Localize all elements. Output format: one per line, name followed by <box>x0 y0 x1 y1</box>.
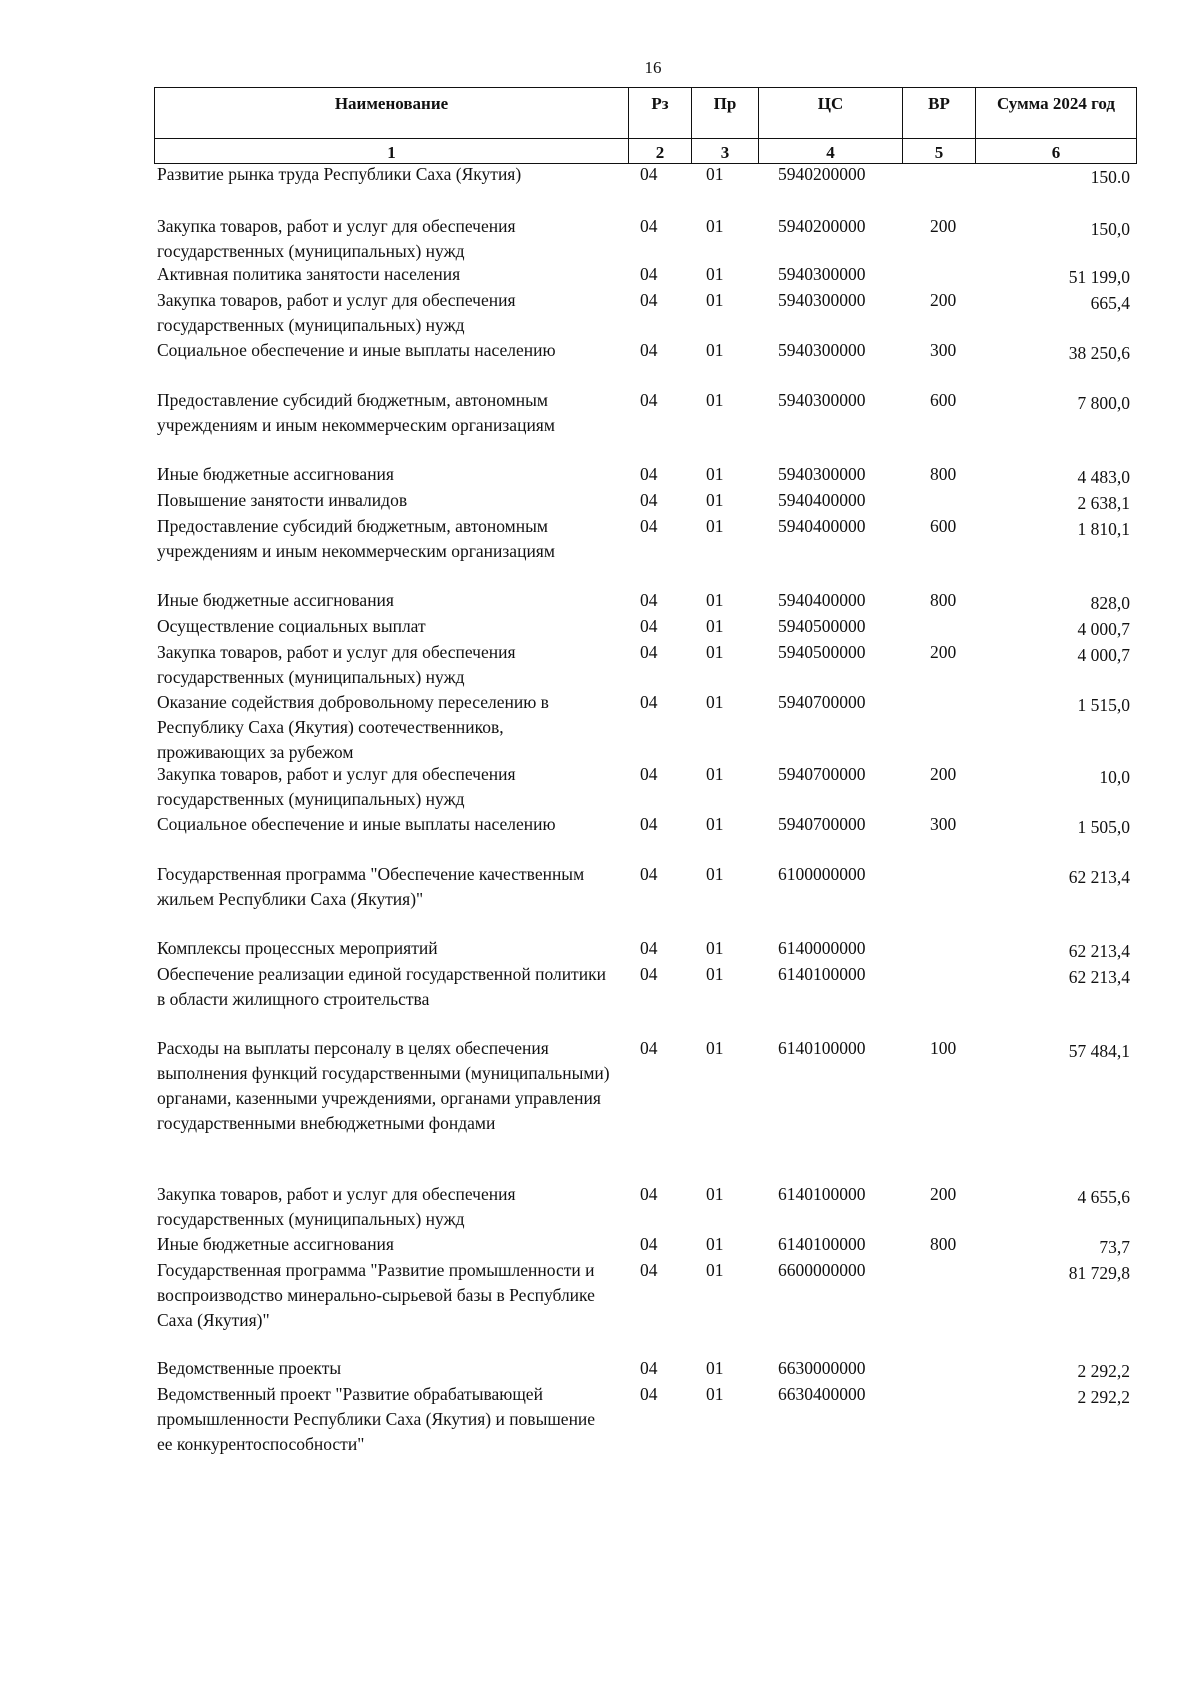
table-row <box>0 1232 1200 1258</box>
row-name: Предоставление субсидий бюджетным, автономным учреждениям и иным некоммерческим организациям <box>157 390 555 435</box>
col-header-vr: ВР <box>903 88 976 139</box>
row-name: Ведомственные проекты <box>157 1358 342 1378</box>
row-rz: 04 <box>640 164 658 184</box>
table-row <box>0 488 1200 514</box>
row-cs: 5940700000 <box>778 692 866 712</box>
row-pr: 01 <box>706 290 724 310</box>
row-rz: 04 <box>640 764 658 784</box>
row-name: Осуществление социальных выплат <box>157 616 426 636</box>
table-row <box>0 862 1200 936</box>
row-rz: 04 <box>640 864 658 884</box>
row-name: Комплексы процессных мероприятий <box>157 938 438 958</box>
row-sum: 57 484,1 <box>1068 1041 1130 1061</box>
col-header-cs: ЦС <box>759 88 903 139</box>
row-pr: 01 <box>706 864 724 884</box>
table-row <box>0 214 1200 262</box>
table-row <box>0 588 1200 614</box>
col-number-5: 5 <box>903 139 976 164</box>
row-sum: 51 199,0 <box>1068 267 1130 287</box>
col-header-pr: Пр <box>692 88 759 139</box>
row-vr: 800 <box>930 1234 957 1254</box>
row-pr: 01 <box>706 264 724 284</box>
row-vr: 200 <box>930 642 957 662</box>
table-row <box>0 690 1200 762</box>
row-rz: 04 <box>640 390 658 410</box>
row-sum: 62 213,4 <box>1068 967 1130 987</box>
row-pr: 01 <box>706 216 724 236</box>
row-cs: 6140100000 <box>778 1184 866 1204</box>
row-sum: 4 655,6 <box>1077 1187 1130 1207</box>
row-pr: 01 <box>706 1184 724 1204</box>
row-sum: 150,0 <box>1090 219 1130 239</box>
row-rz: 04 <box>640 692 658 712</box>
row-pr: 01 <box>706 590 724 610</box>
table-row <box>0 514 1200 588</box>
row-cs: 6140000000 <box>778 938 866 958</box>
row-name: Социальное обеспечение и иные выплаты населению <box>157 340 556 360</box>
table-row <box>0 1036 1200 1182</box>
row-sum: 7 800,0 <box>1077 393 1130 413</box>
row-sum: 62 213,4 <box>1068 941 1130 961</box>
row-rz: 04 <box>640 1260 658 1280</box>
row-name: Предоставление субсидий бюджетным, автономным учреждениям и иным некоммерческим организациям <box>157 516 555 561</box>
row-sum: 38 250,6 <box>1068 343 1130 363</box>
row-cs: 5940200000 <box>778 164 866 184</box>
row-sum: 62 213,4 <box>1068 867 1130 887</box>
row-pr: 01 <box>706 164 724 184</box>
row-name: Расходы на выплаты персоналу в целях обеспечения выполнения функций государственными (муниципальными) органами, казенными учреждениями, органами управления государственными внебюджетными фондами <box>157 1038 610 1133</box>
row-name: Закупка товаров, работ и услуг для обеспечения государственных (муниципальных) нужд <box>157 1184 516 1229</box>
row-rz: 04 <box>640 964 658 984</box>
row-cs: 5940300000 <box>778 390 866 410</box>
row-rz: 04 <box>640 464 658 484</box>
row-sum: 665,4 <box>1090 293 1130 313</box>
table-header <box>154 87 1137 164</box>
table-row <box>0 462 1200 488</box>
table-row <box>0 388 1200 462</box>
row-name: Государственная программа "Развитие промышленности и воспроизводство минерально-сырьевой базы в Республике Саха (Якутия)" <box>157 1260 595 1330</box>
table-row <box>0 962 1200 1036</box>
row-pr: 01 <box>706 490 724 510</box>
row-vr: 800 <box>930 464 957 484</box>
row-pr: 01 <box>706 1234 724 1254</box>
row-sum: 4 000,7 <box>1077 619 1130 639</box>
row-name: Закупка товаров, работ и услуг для обеспечения государственных (муниципальных) нужд <box>157 764 516 809</box>
row-cs: 5940300000 <box>778 290 866 310</box>
row-rz: 04 <box>640 290 658 310</box>
row-rz: 04 <box>640 1038 658 1058</box>
row-vr: 200 <box>930 216 957 236</box>
row-rz: 04 <box>640 1384 658 1404</box>
col-number-6: 6 <box>976 139 1137 164</box>
row-pr: 01 <box>706 340 724 360</box>
row-vr: 800 <box>930 590 957 610</box>
row-name: Развитие рынка труда Республики Саха (Якутия) <box>157 164 522 184</box>
row-name: Иные бюджетные ассигнования <box>157 464 394 484</box>
row-vr: 200 <box>930 1184 957 1204</box>
row-sum: 1 515,0 <box>1077 695 1130 715</box>
row-sum: 2 292,2 <box>1077 1361 1130 1381</box>
col-number-4: 4 <box>759 139 903 164</box>
row-sum: 4 483,0 <box>1077 467 1130 487</box>
table-row <box>0 1382 1200 1456</box>
row-pr: 01 <box>706 1358 724 1378</box>
row-sum: 10,0 <box>1099 767 1130 787</box>
col-header-sum: Сумма 2024 год <box>976 88 1137 139</box>
row-cs: 5940500000 <box>778 642 866 662</box>
row-name: Иные бюджетные ассигнования <box>157 1234 394 1254</box>
row-rz: 04 <box>640 590 658 610</box>
row-rz: 04 <box>640 264 658 284</box>
row-rz: 04 <box>640 616 658 636</box>
row-vr: 600 <box>930 516 957 536</box>
row-sum: 2 638,1 <box>1077 493 1130 513</box>
row-sum: 1 505,0 <box>1077 817 1130 837</box>
row-cs: 5940500000 <box>778 616 866 636</box>
row-rz: 04 <box>640 490 658 510</box>
row-rz: 04 <box>640 1184 658 1204</box>
row-cs: 5940400000 <box>778 516 866 536</box>
row-name: Ведомственный проект "Развитие обрабатывающей промышленности Республики Саха (Якутия) и повышение ее конкурентоспособности" <box>157 1384 596 1454</box>
row-cs: 6600000000 <box>778 1260 866 1280</box>
row-cs: 5940300000 <box>778 464 866 484</box>
row-cs: 5940300000 <box>778 340 866 360</box>
table-row <box>0 288 1200 338</box>
row-sum: 1 810,1 <box>1077 519 1130 539</box>
col-number-1: 1 <box>155 139 629 164</box>
row-vr: 200 <box>930 764 957 784</box>
row-pr: 01 <box>706 692 724 712</box>
row-rz: 04 <box>640 1358 658 1378</box>
row-name: Социальное обеспечение и иные выплаты населению <box>157 814 556 834</box>
row-name: Повышение занятости инвалидов <box>157 490 408 510</box>
table-row <box>0 812 1200 862</box>
table-row <box>0 338 1200 388</box>
table-row <box>0 614 1200 640</box>
row-pr: 01 <box>706 516 724 536</box>
table-row <box>0 162 1200 214</box>
row-cs: 6100000000 <box>778 864 866 884</box>
row-pr: 01 <box>706 764 724 784</box>
table-body <box>0 162 1200 1456</box>
row-sum: 828,0 <box>1090 593 1130 613</box>
row-pr: 01 <box>706 814 724 834</box>
row-rz: 04 <box>640 938 658 958</box>
row-pr: 01 <box>706 642 724 662</box>
row-name: Закупка товаров, работ и услуг для обеспечения государственных (муниципальных) нужд <box>157 216 516 261</box>
table-row <box>0 1258 1200 1356</box>
table-row <box>0 1182 1200 1232</box>
row-name: Государственная программа "Обеспечение качественным жильем Республики Саха (Якутия)" <box>157 864 585 909</box>
row-cs: 5940700000 <box>778 814 866 834</box>
row-cs: 5940700000 <box>778 764 866 784</box>
table-row <box>0 936 1200 962</box>
row-vr: 300 <box>930 340 957 360</box>
row-pr: 01 <box>706 390 724 410</box>
row-pr: 01 <box>706 1260 724 1280</box>
table-row <box>0 640 1200 690</box>
table-row <box>0 762 1200 812</box>
row-pr: 01 <box>706 616 724 636</box>
table-row <box>0 262 1200 288</box>
row-pr: 01 <box>706 938 724 958</box>
header-row <box>155 88 1137 139</box>
row-name: Закупка товаров, работ и услуг для обеспечения государственных (муниципальных) нужд <box>157 290 516 335</box>
row-sum: 4 000,7 <box>1077 645 1130 665</box>
row-pr: 01 <box>706 964 724 984</box>
row-vr: 300 <box>930 814 957 834</box>
row-name: Активная политика занятости населения <box>157 264 461 284</box>
row-cs: 6140100000 <box>778 964 866 984</box>
row-cs: 5940300000 <box>778 264 866 284</box>
col-header-rz: Рз <box>629 88 692 139</box>
row-pr: 01 <box>706 1384 724 1404</box>
row-rz: 04 <box>640 1234 658 1254</box>
row-sum: 2 292,2 <box>1077 1387 1130 1407</box>
row-cs: 6630000000 <box>778 1358 866 1378</box>
header-number-row <box>155 139 1137 164</box>
row-sum: 150.0 <box>1090 167 1130 187</box>
row-rz: 04 <box>640 814 658 834</box>
row-cs: 5940400000 <box>778 490 866 510</box>
row-rz: 04 <box>640 340 658 360</box>
row-rz: 04 <box>640 516 658 536</box>
col-header-name: Наименование <box>155 88 629 139</box>
row-vr: 200 <box>930 290 957 310</box>
page-number: 16 <box>644 58 662 77</box>
row-vr: 600 <box>930 390 957 410</box>
row-cs: 6140100000 <box>778 1038 866 1058</box>
row-rz: 04 <box>640 216 658 236</box>
row-pr: 01 <box>706 464 724 484</box>
col-number-2: 2 <box>629 139 692 164</box>
row-name: Иные бюджетные ассигнования <box>157 590 394 610</box>
row-cs: 5940400000 <box>778 590 866 610</box>
row-name: Закупка товаров, работ и услуг для обеспечения государственных (муниципальных) нужд <box>157 642 516 687</box>
row-name: Обеспечение реализации единой государственной политики в области жилищного строительства <box>157 964 606 1009</box>
row-sum: 81 729,8 <box>1068 1263 1130 1283</box>
row-pr: 01 <box>706 1038 724 1058</box>
row-sum: 73,7 <box>1099 1237 1130 1257</box>
row-name: Оказание содействия добровольному переселению в Республику Саха (Якутия) соотечественников, проживающих за рубежом <box>157 692 549 762</box>
row-cs: 6140100000 <box>778 1234 866 1254</box>
table-row <box>0 1356 1200 1382</box>
row-rz: 04 <box>640 642 658 662</box>
row-cs: 5940200000 <box>778 216 866 236</box>
col-number-3: 3 <box>692 139 759 164</box>
row-cs: 6630400000 <box>778 1384 866 1404</box>
row-vr: 100 <box>930 1038 957 1058</box>
